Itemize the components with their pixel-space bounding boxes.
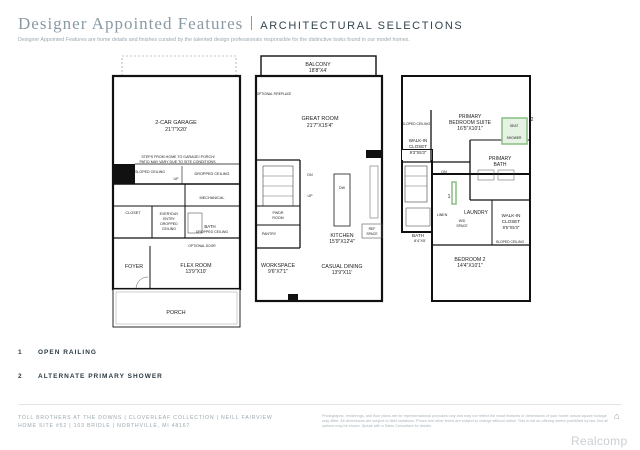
note-number: 1 [18, 349, 23, 356]
footer-disclaimer: Photographs, renderings, and floor plans are for representational purposes only and may not reflect the exact features or dimensions of your home; actual square footage may differ. All dimensions are subject to field variations. Prices and other terms are subject to change without notice. This is not an offering where prohibited by law. Not all options may be shown. Speak with a Sales Consultant for details. [322, 414, 608, 428]
floor-3-plan [402, 76, 534, 301]
flex-room-name: FLEX ROOM [180, 263, 212, 269]
header-section: ARCHITECTURAL SELECTIONS [260, 20, 464, 32]
great-room-name: GREAT ROOM [301, 116, 339, 122]
foyer-label: FOYER [124, 264, 144, 270]
pwdr-room-2: ROOM [272, 216, 284, 220]
suite-name-1: PRIMARY [458, 114, 482, 120]
balcony-dim: 18'8"X4' [308, 68, 328, 74]
bedroom2-dim: 14'4"X10'1" [457, 263, 483, 269]
note-text: ALTERNATE PRIMARY SHOWER [38, 373, 163, 380]
flex-room-dim: 13'9"X10' [185, 269, 207, 275]
shower-callout: 2 [530, 117, 534, 123]
walkin2-dim: 9'5"X5'3" [502, 225, 520, 230]
pantry-label: PANTRY [261, 232, 277, 236]
bath-dim-3: 8'4"X5' [414, 239, 426, 243]
shower-label: SHOWER [506, 136, 522, 140]
equal-housing-icon: ⌂ [614, 411, 620, 421]
footer-address [18, 414, 273, 430]
footer-divider [18, 404, 622, 405]
workspace-dim: 9'6"X7'1" [268, 269, 288, 275]
sloped-ceiling-3: SLOPED CEILING [401, 122, 431, 126]
dn-label: DN [307, 173, 313, 177]
floor-2-plan [256, 56, 382, 301]
primary-bath-1: PRIMARY [488, 156, 512, 162]
everyday-entry-2: ENTRY [163, 217, 175, 221]
workspace-name: WORKSPACE [260, 263, 296, 269]
dropped-ceiling-label: DROPPED CEILING [194, 172, 230, 176]
walkin-1: WALK-IN [408, 138, 428, 143]
steps-note-2: PATIO MAY VARY DUE TO SITE CONDITIONS. [139, 160, 217, 164]
footer-line-2: HOME SITE #52 | 103 BRIDLE | NORTHVILLE, MI 48167 [18, 423, 191, 429]
header-title: Designer Appointed Features [18, 14, 244, 33]
pwdr-room-1: PWDR [272, 211, 284, 215]
up-label: UP [173, 177, 179, 181]
kitchen-dim: 15'9"X12'4" [329, 239, 355, 245]
note-text: OPEN RAILING [38, 349, 97, 356]
linen-label: LINEN [436, 213, 448, 217]
laundry-label: LAUNDRY [464, 210, 488, 216]
primary-bath-2: BATH [493, 162, 507, 168]
note-item [18, 349, 97, 356]
wd-space-2: SPACE [456, 224, 468, 228]
footer-line-1: TOLL BROTHERS AT THE DOWNS | CLOVERLEAF COLLECTION | NEILL FAIRVIEW [18, 415, 273, 421]
note-number: 2 [18, 373, 23, 380]
walkin-2: CLOSET [408, 144, 428, 149]
bath-label-3: BATH [412, 233, 424, 238]
seat-label: SEAT [509, 124, 519, 128]
dining-name: CASUAL DINING [321, 264, 363, 270]
bath-label: BATH [204, 224, 216, 229]
dw-label: DW [339, 186, 345, 190]
steps-note-1: STEPS FROM HOME TO GARAGE/ PORCH/ [141, 155, 215, 159]
great-room-dim: 21'7"X15'4" [306, 123, 334, 129]
garage-step-block [113, 164, 135, 184]
alternate-shower-highlight [502, 118, 527, 144]
dn-label-3: DN [441, 170, 447, 174]
bath-note: DROPPED CEILING [195, 230, 229, 234]
garage-name: 2-CAR GARAGE [155, 120, 197, 126]
kitchen-name: KITCHEN [330, 233, 354, 239]
everyday-entry-1: EVERYDAY [159, 212, 179, 216]
everyday-entry-3: DROPPED [160, 222, 178, 226]
walkin-dim: 9'3"X5'3" [409, 150, 427, 155]
header-subtitle: Designer Appointed Features are home details and finishes curated by the talented design professionals responsible for the distinctive looks found in our model homes. [18, 37, 410, 43]
up-label-2: UP [307, 194, 313, 198]
everyday-entry-4: CEILING [161, 227, 177, 231]
realcomp-watermark: Realcomp [571, 434, 628, 448]
porch-label: PORCH [166, 310, 186, 316]
ref-space-2: SPACE [366, 232, 378, 236]
sloped-ceiling-label: SLOPED CEILING [135, 170, 165, 174]
ref-space-1: REF [368, 227, 376, 231]
optional-door-label: OPTIONAL DOOR [188, 244, 216, 248]
porch-outline [113, 289, 240, 327]
walkin2-1: WALK-IN [501, 213, 521, 218]
mechanical-label: MECHANICAL [199, 196, 225, 200]
optional-fireplace-label: OPTIONAL FIREPLACE [256, 92, 292, 96]
sloped-ceiling-3b: SLOPED CEILING [495, 240, 525, 244]
floor-1-plan [113, 56, 240, 327]
railing-callout: 1 [447, 194, 451, 200]
closet-label: CLOSET [125, 211, 141, 215]
balcony-name: BALCONY [305, 62, 331, 68]
garage-dim: 21'7"X20' [165, 127, 187, 133]
note-item [18, 373, 163, 380]
dining-dim: 13'9"X11' [331, 270, 353, 276]
walkin2-2: CLOSET [501, 219, 521, 224]
driveway-outline [122, 56, 236, 76]
suite-dim: 16'5"X10'1" [457, 126, 483, 132]
suite-name-2: BEDROOM SUITE [449, 120, 491, 126]
wd-space-1: W/D [458, 219, 466, 223]
bedroom2-name: BEDROOM 2 [454, 257, 486, 263]
